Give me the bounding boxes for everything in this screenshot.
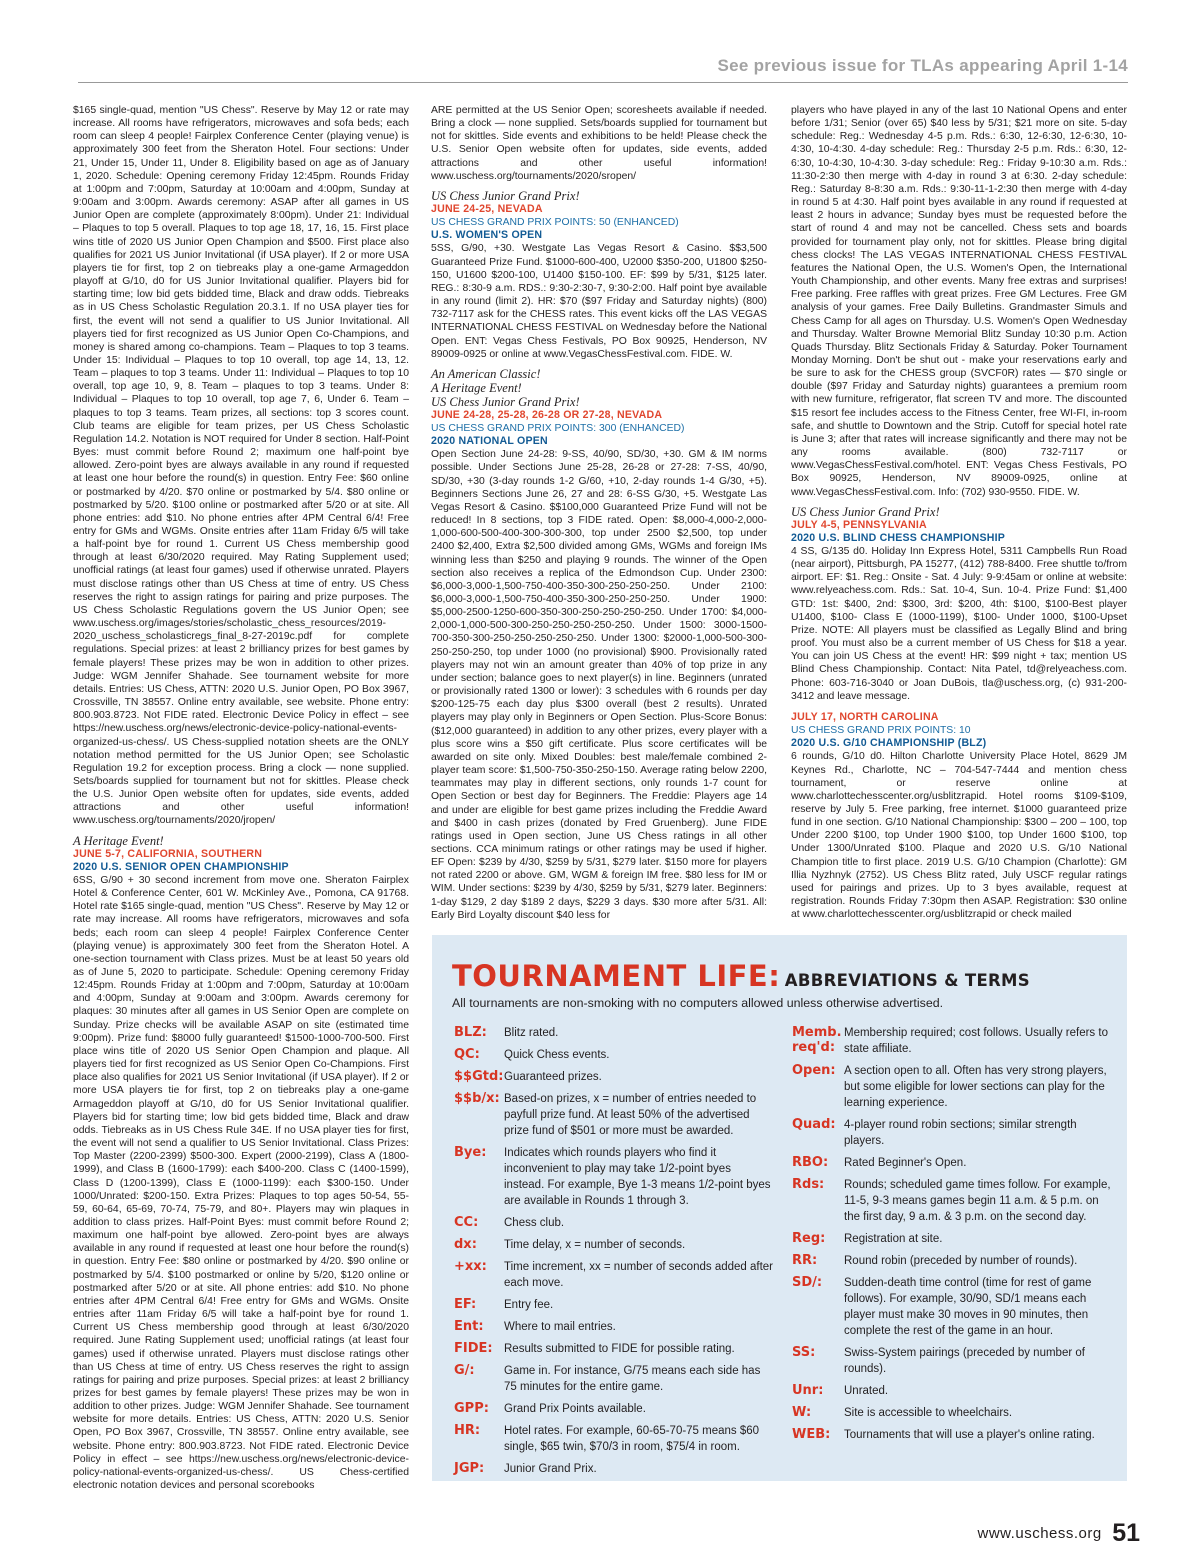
grand-prix-points: US CHESS GRAND PRIX POINTS: 50 (ENHANCED): [431, 217, 679, 229]
national-open-continued: players who have played in any of the last 10 National Opens and enter before 1/31; Senior (over 65) $40 less by 5/31; $21 more on site. 5-day schedule: Reg.: Wednesday 4-5 p.m. Rds.: 6:30, 12-6:30, 12-6:30, 10-4:30, 10-4:30. 4-day schedule: Reg.: Thursday 2-5 p.m. Rds.: 6:30, 12-6:30, 10-4:30, 10-4:30. 3-day schedule: Reg.: Friday 9-10:30 a.m. Rds.: 11:30-2:30 then merge with 4-day in round 3 at 6:30. 2-day schedule: Reg.: Saturday 8-8:30 a.m. Rds.: 9:30-11-1-2:30 then merge with 4-day in round 5 at 4:30. Half point byes available in any round if requested at least 2 hours in advance; Sunday byes must be requested before the start of round 4 and may not be cancelled. Chess sets and boards provided for tournament play only, not for skittles. Please bring digital chess clocks! The LAS VEGAS INTERNATIONAL CHESS FESTIVAL features the National Open, the U.S. Women's Open, the International Youth Championship, and other events. Many free extras and surprises! Free parking. Free raffles with great prizes. Free GM Lectures. Free GM analysis of your games. Free Daily Bulletins. Grandmaster Simuls and Chess Camp for all ages on Thursday. U.S. Women's Open Wednesday and Thursday. Walter Browne Memorial Blitz Sunday 10:30 p.m. Action Quads Thursday. Blitz Sectionals Friday & Saturday. Poker Tournament Monday Morning. Don't be shut out - make your reservations early and be sure to ask for the CHESS group (SVCF0R) rates — $70 single or double ($97 Friday and Saturday nights) guarantees a premium room with new furniture, refrigerator, flat screen TV and more. The discounted $15 resort fee includes access to the Fitness Center, free WI-FI, in-room safe, and shuttle to Downtown and the Strip. Cutoff for special hotel rate is June 3; after that rates will increase significantly and there may not be any rooms available. (800) 732-7117 or www.VegasChessFestival.com/hotel. ENT: Vegas Chess Festivals, PO Box 90925, Henderson, NV 89009-0925, online at www.VegasChessFestival.com. Info: (702) 930-9550. FIDE. W.: [791, 105, 1127, 498]
tla-term: [792, 1405, 1112, 1421]
tla-abbr: FIDE:: [454, 1341, 493, 1356]
tla-abbr: Open:: [792, 1063, 836, 1078]
tla-definition: Results submitted to FIDE for possible rating.: [504, 1343, 735, 1355]
tla-abbr: RBO:: [792, 1155, 829, 1170]
tla-definition: 4-player round robin sections; similar strength players.: [844, 1119, 1077, 1147]
event-tag: A Heritage Event!: [73, 833, 164, 848]
grand-prix-points: US CHESS GRAND PRIX POINTS: 300 (ENHANCED): [431, 422, 685, 434]
tla-definition: Based-on prizes, x = number of entries needed to payfull prize fund. At least 50% of the advertised prize fund of $501 or more must be awarded.: [504, 1093, 757, 1137]
event-title: 2020 U.S. SENIOR OPEN CHAMPIONSHIP: [73, 860, 289, 873]
event-date: JUNE 24-28, 25-28, 26-28 OR 27-28, NEVADA: [431, 408, 663, 421]
tla-abbr: GPP:: [454, 1401, 489, 1416]
tla-definition: Sudden-death time control (time for rest of game follows). For example, 30/90, SD/1 means each player must make 30 moves in 90 minutes, then complete the rest of the game in an hour.: [844, 1277, 1092, 1337]
tla-abbr: RR:: [792, 1253, 818, 1268]
event-tag: A Heritage Event!: [431, 380, 522, 395]
tla-notice: See previous issue for TLAs appearing April 1-14: [717, 56, 1128, 75]
tla-term: [454, 1259, 774, 1291]
tla-term: [454, 1319, 774, 1335]
tla-definition: Round robin (preceded by number of rounds).: [844, 1255, 1078, 1267]
tla-title: [452, 959, 1030, 993]
tla-abbr: Quad:: [792, 1117, 836, 1132]
column-1: [73, 104, 409, 1492]
tla-left-column: [454, 1025, 774, 1483]
event-details: 5SS, G/90, +30. Westgate Las Vegas Resort & Casino. $$3,500 Guaranteed Prize Fund. $1000-600-400, U2000 $350-200, U1800 $250-150, U1600 $200-100, U1400 $150-100. EF: $99 by 5/31, $125 later. REG.: 8:30-9 a.m. RDS.: 9:30-2:30-7, 9:30-2:00. Half point bye available in any round (limit 2). HR: $70 ($97 Friday and Saturday nights) (800) 732-7117 ask for the CHESS rates. This event kicks off the LAS VEGAS INTERNATIONAL CHESS FESTIVAL on Wednesday before the National Open. ENT: Vegas Chess Festivals, PO Box 90925, Henderson, NV 89009-0925 or online at www.VegasChessFestival.com. FIDE. W.: [431, 243, 767, 360]
tla-term: [792, 1025, 1112, 1057]
tla-abbr: BLZ:: [454, 1025, 487, 1040]
event-details: 6 rounds, G/10 d0. Hilton Charlotte University Place Hotel, 8629 JM Keynes Rd., Charlotte, NC – 704-547-7444 and mention chess tournament, or reserve online at www.charlottechesscenter.org/usblitzrapid. Hotel rooms $109-$109, reserve by July 5. Free parking, free internet. $1000 guaranteed prize fund in one section. G/10 National Championship: $300 – 200 – 100, top Under 2200 $100, top Under 1900 $100, top Under 1600 $100, top Under 1300/Unrated $100. Plaque and 2020 U.S. G/10 National Champion title to first place. 2019 U.S. G/10 Champion (Charlotte): GM Illia Nyzhnyk (2752). US Chess Blitz rated, July USCF regular ratings used for pairings and prizes. Up to 3 byes available, request at registration. Rounds Friday 7:30pm then ASAP. Registration: $30 online at www.charlottechesscenter.org/usblitzrapid or check mailed: [791, 751, 1127, 921]
tla-term: [792, 1063, 1112, 1111]
tla-abbr: JGP:: [454, 1461, 485, 1476]
tla-term: [454, 1215, 774, 1231]
tla-definition: Indicates which rounds players who find it inconvenient to play may take 1/2-point byes instead. For example, Bye 1-3 means 1/2-point byes are available in Rounds 1 through 3.: [504, 1147, 771, 1207]
column-2: [431, 104, 767, 919]
tla-abbr: +xx:: [454, 1259, 487, 1274]
tla-definition: Site is accessible to wheelchairs.: [844, 1407, 1013, 1419]
tla-definition: Where to mail entries.: [504, 1321, 616, 1333]
tla-abbr: HR:: [454, 1423, 481, 1438]
tla-term: [454, 1145, 774, 1209]
tla-definition: Hotel rates. For example, 60-65-70-75 means $60 single, $65 twin, $70/3 in room, $75/4 in room.: [504, 1425, 760, 1453]
tla-term: [792, 1253, 1112, 1269]
tla-term: [792, 1345, 1112, 1377]
grand-prix-points: US CHESS GRAND PRIX POINTS: 10: [791, 725, 971, 737]
tla-term: [454, 1047, 774, 1063]
tla-abbr: Reg:: [792, 1231, 826, 1246]
event-details: 6SS, G/90 + 30 second increment from move one. Sheraton Fairplex Hotel & Conference Center, 601 W. McKinley Ave., Pomona, CA 91768. Hotel rate $165 single-quad, mention "US Chess". Reserve by May 12 or rate may increase. All rooms have refrigerators, microwaves and sofa beds; each room can sleep 4 people! Fairplex Conference Center (playing venue) is approximately 300 feet from the Sheraton Hotel. A one-section tournament with Class prizes. Must be at least 50 years old as of June 5, 2020 to participate. Schedule: Opening ceremony Friday 12:45pm. Rounds Friday at 1:00pm and 7:00pm, Saturday at 10:00am and 4:00pm, Sunday at 9:00am and 3:00pm. Awards ceremony for plaques: 30 minutes after all games in US Senior Open are complete on Sunday. Prize checks will be available ASAP on site (estimated time 9:00pm). Prize fund: $8000 fully guaranteed! $1500-1000-700-500. First place wins title of 2020 US Senior Open Champion and plaque. All players tied for first recognized as US Senior Open Co-Champions. First place also qualifies for 2021 US Senior Invitational (if USA player). If 2 or more USA players tie for first, top 2 on tiebreaks play a one-game Armageddon playoff at G/10, d0 for US Senior Invitational qualifier. Players bid for starting time; low bid gets bidded time, Black and draw odds. Tiebreaks as in US Chess Rule 34E. If no USA player ties for first, the event will not send a qualifier to US Senior Invitational. Class Prizes: Top Master (2200-2399) $500-300. Expert (2000-2199), Class A (1800-1999), and Class B (1600-1799): each $400-200. Class C (1400-1599), Class D (1200-1399), Class E (1000-1199): each $300-150. Under 1000/Unrated: $200-150. Extra Prizes: Plaques to top ages 50-54, 55-59, 60-64, 65-69, 70-74, 75-79, and 80+. Players may win plaques in addition to class prizes. Half-Point Byes: must commit before Round 2; maximum one half-point bye allowed. Zero-point byes are always available in any round if requested at least one hour before the round(s) in question. Entry Fee: $80 online or postmarked by 4/20. $90 online or postmarked by 5/4. $100 postmarked or online by 5/20, $120 online or postmarked after 5/20 or at site. All phone entries: add $10. No phone entries after 4PM Central 6/4! Free entry for GMs and WGMs. Onsite entries after 11am Friday 6/5 will take a half-point bye for round 1. Current US Chess membership good through at least 6/30/2020 required. June Rating Supplement used; unofficial ratings (at least four games) used if otherwise unrated. Players must disclose ratings other than US Chess at time of entry. US Chess reserves the right to assign ratings for pairing and prize purposes. Special prizes: at least 2 brilliancy prizes for best games by female players! These prizes may be won in addition to other prizes. Judge: WGM Jennifer Shahade. See tournament website for more details. Entries: US Chess, ATTN: 2020 U.S. Senior Open, PO Box 3967, Crossville, TN 38557. Online entry available, see website. Phone entry: 800.903.8723. Not FIDE rated. Electronic Device Policy in effect – see https://new.uschess.org/news/electronic-device-policy-national-events-organized-us-chess/. US Chess-certified electronic notation devices and personal scorebooks: [73, 874, 409, 1492]
tla-abbr: G/:: [454, 1363, 475, 1378]
tla-definition: Game in. For instance, G/75 means each side has 75 minutes for the entire game.: [504, 1365, 761, 1393]
tla-title-main: TOURNAMENT LIFE:: [452, 959, 781, 993]
tla-definition: Tournaments that will use a player's online rating.: [844, 1429, 1095, 1441]
tla-term: [454, 1341, 774, 1357]
page-header: [78, 52, 1128, 83]
tla-term: [792, 1177, 1112, 1225]
tla-definition: Blitz rated.: [504, 1027, 559, 1039]
tla-term: [454, 1069, 774, 1085]
tla-abbr: $$b/x:: [454, 1091, 500, 1106]
us-senior-open-continued: ARE permitted at the US Senior Open; scoresheets available if needed. Bring a clock — none supplied. Sets/boards supplied for tournament but not for skittles. Side events and exhibitions to be held! Please check the U.S. Senior Open website often for updates, side events, added attractions and other useful information! www.uschess.org/tournaments/2020/sropen/: [431, 105, 767, 182]
tla-term: [454, 1401, 774, 1417]
tla-definition: Registration at site.: [844, 1233, 943, 1245]
footer-url: www.uschess.org: [977, 1525, 1102, 1542]
event-date: JUNE 24-25, NEVADA: [431, 202, 543, 215]
event-title: 2020 NATIONAL OPEN: [431, 435, 548, 448]
tla-definition: Time delay, x = number of seconds.: [504, 1239, 686, 1251]
tla-abbr: EF:: [454, 1297, 477, 1312]
tla-abbr: W:: [792, 1405, 812, 1420]
tla-abbr: Ent:: [454, 1319, 484, 1334]
tla-term: [454, 1423, 774, 1455]
tla-abbr: SD/:: [792, 1275, 823, 1290]
tla-definition: Grand Prix Points available.: [504, 1403, 646, 1415]
tla-term: [454, 1461, 774, 1477]
event-tag: US Chess Junior Grand Prix!: [431, 394, 580, 409]
event-date: JUNE 5-7, CALIFORNIA, SOUTHERN: [73, 847, 263, 860]
event-title: U.S. WOMEN'S OPEN: [431, 229, 543, 242]
event-title: 2020 U.S. G/10 CHAMPIONSHIP (BLZ): [791, 737, 987, 750]
tla-term: [792, 1117, 1112, 1149]
tla-definition: Quick Chess events.: [504, 1049, 610, 1061]
tla-term: [792, 1383, 1112, 1399]
event-tag: An American Classic!: [431, 366, 541, 381]
tla-definition: Unrated.: [844, 1385, 889, 1397]
tla-term: [454, 1363, 774, 1395]
tla-definition: Entry fee.: [504, 1299, 554, 1311]
column-3: [791, 104, 1127, 919]
tla-abbr: QC:: [454, 1047, 480, 1062]
tla-term: [454, 1091, 774, 1139]
tla-definition: Membership required; cost follows. Usually refers to state affiliate.: [844, 1027, 1108, 1055]
tla-definition: Swiss-System pairings (preceded by number of rounds).: [844, 1347, 1085, 1375]
tla-abbr: Rds:: [792, 1177, 825, 1192]
event-date: JULY 4-5, PENNSYLVANIA: [791, 518, 927, 531]
event-date: JULY 17, NORTH CAROLINA: [791, 710, 939, 723]
tla-definition: Rated Beginner's Open.: [844, 1157, 967, 1169]
tla-definition: Chess club.: [504, 1217, 565, 1229]
tla-abbr: CC:: [454, 1215, 479, 1230]
tla-term: [792, 1231, 1112, 1247]
tla-term: [792, 1155, 1112, 1171]
tla-right-column: [792, 1025, 1112, 1449]
event-details: Open Section June 24-28: 9-SS, 40/90, SD/30, +30. GM & IM norms possible. Under Sections June 25-28, 26-28 or 27-28: 7-SS, 40/90, SD/30, +30 (3-day rounds 1-2 G/60, +10, 2-day rounds 1-4 G/30, +5). Beginners Sections June 26, 27 and 28: 6-SS G/30, +5. Westgate Las Vegas Resort & Casino. $$100,000 Guaranteed Prize Fund will not be reduced! In 8 sections, top 3 FIDE rated. Open: $8,000-4,000-2,000-1,000-600-500-400-300-300-300, top under 2500 $2,500, top under 2400 $2,400, Extra $2,500 divided among GMs, WGMs and foreign IMs winning less than $250 and playing 9 rounds. The winner of the Open section also receives a replica of the Edmondson Cup. Under 2300: $6,000-3,000-1,500-750-400-350-300-250-250-250. Under 2100: $6,000-3,000-1,500-750-400-350-300-250-250-250. Under 1900: $5,000-2500-1250-600-350-300-250-250-250-250. Under 1700: $4,000-2,000-1,000-500-300-250-250-250-250-250. Under 1500: 3000-1500-700-350-300-250-250-250-250-250. Under 1300: $2000-1,000-500-300-250-250-250, top under 1000 (no provisional) $900. Provisionally rated players may not win an amount greater than 40% of top prize in any under section; balance goes to next player(s) in line. Beginners (unrated or provisionally rated 1300 or lower): 3 schedules with 6 rounds per day $200-125-75 each day plus $300 overall (best 2 results). Unrated players may play only in Beginners or Open Section. Plus-Score Bonus: ($12,000 guaranteed) in addition to any other prizes, every player with a plus score wins a $50 gift certificate. Plus score certificates will be awarded on site only. Mixed Doubles: best male/female combined 2-player team score: $1,500-750-350-250-150. Average rating below 2200, teammates may play in different sections, only rounds 1-7 count for Open Section or best day for Beginners. The Freddie: Players age 14 and under are eligible for best game prizes including the Freddie Award and $400 in cash prizes (donated by Fred Gruenberg). June FIDE ratings used in Open section, June US Chess ratings in all other sections. CCA minimum ratings or other ratings may be used if higher. EF Open: $239 by 4/30, $259 by 5/31, $279 later. $150 more for players not rated 2200 or above. GM, WGM & foreign IM free. $80 less for IM or WIM. Under sections: $239 by 4/30, $259 by 5/31, $279 later. Beginners: 1-day $129, 2 day $189 2 days, $229 3 days. $30 more after 5/31. All: Early Bird Loyalty discount $40 less for: [431, 449, 767, 921]
tla-definition: Time increment, xx = number of seconds added after each move.: [504, 1261, 773, 1289]
tla-abbr: SS:: [792, 1345, 816, 1360]
tla-subtitle: All tournaments are non-smoking with no computers allowed unless otherwise advertised.: [452, 996, 944, 1010]
tla-term: [792, 1427, 1112, 1443]
tla-abbr: dx:: [454, 1237, 477, 1252]
tla-term: [454, 1025, 774, 1041]
tla-term: [454, 1297, 774, 1313]
event-tag: US Chess Junior Grand Prix!: [791, 504, 940, 519]
event-title: 2020 U.S. BLIND CHESS CHAMPIONSHIP: [791, 531, 1006, 544]
tla-definition: Junior Grand Prix.: [504, 1463, 597, 1475]
tla-abbr: $$Gtd:: [454, 1069, 504, 1084]
event-details: 4 SS, G/135 d0. Holiday Inn Express Hotel, 5311 Campbells Run Road (near airport), Pittsburgh, PA 15277, (412) 788-8400. Free shuttle to/from airport. EF: $1. Reg.: Onsite - Sat. 4 July: 9-9:45am or online at website: www.relyeachess.com. Rds.: Sat. 10-4, Sun. 10-4. Prize Fund: $1,400 GTD: 1st: $400, 2nd: $300, 3rd: $200, 4th: $100, $100-Best player U1400, $100- Class E (1000-1199), $100- Under 1000, $100-Upset Prize. NOTE: All players must be classified as Legally Blind and bring proof. You must also be a current member of US Chess for $18 a year. You can join US Chess at the event! HR: $99 night + tax; mention US Blind Chess Championship. Contact: Nita Patel, td@relyeachess.com. Phone: 603-716-3040 or Joan DuBois, tla@uschess.org, (c) 931-200-3412 and leave message.: [791, 546, 1127, 702]
tla-abbr: Unr:: [792, 1383, 824, 1398]
us-junior-open-continued: $165 single-quad, mention "US Chess". Reserve by May 12 or rate may increase. All rooms have refrigerators, microwaves and sofa beds; each room can sleep 4 people! Fairplex Conference Center (playing venue) is approximately 300 feet from the Sheraton Hotel. Four sections: Under 21, Under 15, Under 11, Under 8. Eligibility based on age as of January 1, 2020. Schedule: Opening ceremony Friday 12:45pm. Rounds Friday at 1:00pm and 7:00pm, Saturday at 10:00am and 4:00pm, Sunday at 9:00am and 3:00pm. Awards ceremony: ASAP after all games in US Junior Open are complete (approximately 8:00pm). Under 21: Individual – Plaques to top 5 overall. Plaques to top age 18, 17, 16, 15. First place wins title of 2020 US Junior Open Champion and $500. First place also qualifies for 2021 US Junior Invitational (if USA player). If 2 or more USA players tie for first, top 2 on tiebreaks play a one-game Armageddon playoff at G/10, d0 for US Junior Invitational qualifier. Players bid for starting time; low bid gets bidded time, Black and draw odds. Tiebreaks as in US Chess Scholastic Regulation 20.3.1. If no USA player ties for first, the event will not send a qualifier to US Junior Invitational. All players tied for first recognized as US Junior Open Co-Champions, and money is shared among co-champions. Team – Plaques to top 3 teams. Under 15: Individual – Plaques to top 10 overall, top age 14, 13, 12. Team – plaques to top 3 teams. Under 11: Individual – Plaques to top 10 overall, top age 10, 9, 8. Team – plaques to top 3 teams. Under 8: Individual – Plaques to top 10 overall, top age 7, 6, Under 6. Team – plaques to top 3 teams. Team prizes, all sections: top 3 scores count. Club teams are eligible for team prizes, per US Chess Scholastic Regulation 14.2. Notation is NOT required for Under 8 section. Half-Point Byes: must commit before Round 2; maximum one half-point bye allowed. Zero-point byes are always available in any round if requested at least one hour before the round(s) in question. Entry Fee: $60 online or postmarked by 4/20. $70 online or postmarked by 5/4. $80 online or postmarked by 5/20. $100 online or postmarked after 5/20 or at site. All phone entries: add $10. No phone entries after 4PM Central 6/4! Free entry for GMs and WGMs. Onsite entries after 11am Friday 6/5 will take a half-point bye for round 1. Current US Chess membership good through at least 6/30/2020 required. May Rating Supplement used; unofficial ratings (at least four games) used if otherwise unrated. Players must disclose ratings other than US Chess at time of entry. US Chess reserves the right to assign ratings for pairing and prize purposes. The US Chess Scholastic Regulations govern the US Junior Open; see www.uschess.org/images/stories/scholastic_chess_resources/2019-2020_uschess_scholasticregs_final_8-27-2019c.pdf for complete regulations. Special prizes: at least 2 brilliancy prizes for best games by female players! These prizes may be won in addition to other prizes. Judge: WGM Jennifer Shahade. See tournament website for more details. Entries: US Chess, ATTN: 2020 U.S. Junior Open, PO Box 3967, Crossville, TN 38557. Online entry available, see website. Phone entry: 800.903.8723. Not FIDE rated. Electronic Device Policy in effect – see https://new.uschess.org/news/electronic-device-policy-national-events-organized-us-chess/. US Chess-supplied notation sheets are the ONLY notation method permitted for the US Junior Open; see Scholastic Regulation 19.2 for exception process. Bring a clock — none supplied. Sets/boards supplied for tournament but not for skittles. Please check the U.S. Junior Open website often for updates, side events, added attractions and other useful information! www.uschess.org/tournaments/2020/jropen/: [73, 105, 409, 827]
tla-glossary-box: [432, 935, 1127, 1481]
tla-definition: A section open to all. Often has very strong players, but some eligible for lower sections can play for the learning experience.: [844, 1065, 1107, 1109]
tla-abbr: Bye:: [454, 1145, 487, 1160]
page-footer: [978, 1519, 1140, 1548]
tla-term: [454, 1237, 774, 1253]
tla-abbr: WEB:: [792, 1427, 831, 1442]
tla-title-sub: ABBREVIATIONS & TERMS: [784, 971, 1030, 990]
tla-definition: Rounds; scheduled game times follow. For example, 11-5, 9-3 means games begin 11 a.m. & 5 p.m. on the first day, 9 a.m. & 3 p.m. on the second day.: [844, 1179, 1111, 1223]
event-tag: US Chess Junior Grand Prix!: [431, 188, 580, 203]
tla-abbr: Memb. req'd:: [792, 1025, 842, 1055]
page-number: 51: [1112, 1519, 1140, 1547]
tla-definition: Guaranteed prizes.: [504, 1071, 602, 1083]
tla-term: [792, 1275, 1112, 1339]
